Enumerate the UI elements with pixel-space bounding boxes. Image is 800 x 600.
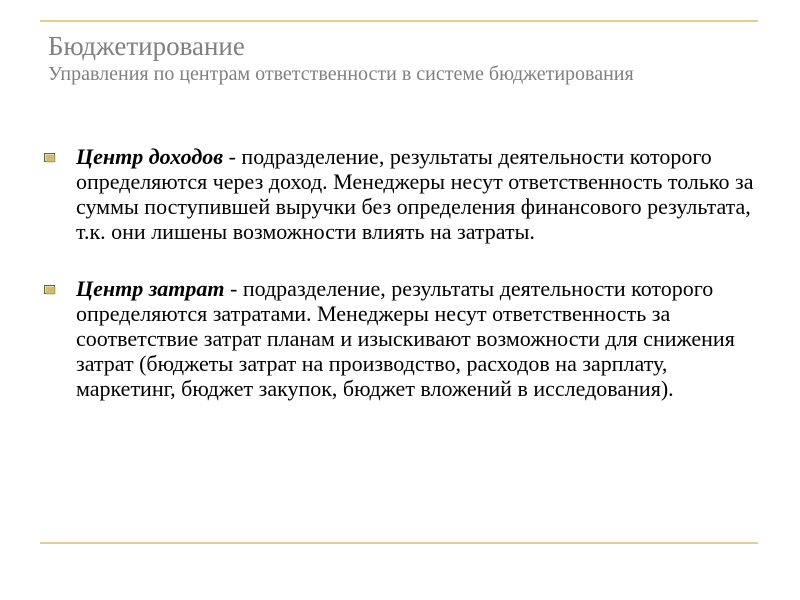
square-bullet-icon	[44, 285, 56, 295]
bullet-term: Центр затрат	[76, 276, 225, 301]
bullet-term: Центр доходов	[76, 144, 224, 169]
title-block	[48, 30, 748, 86]
slide-subtitle: Управления по центрам ответственности в системе бюджетирования	[48, 63, 634, 85]
bullet-text: - подразделение, результаты деятельности которого определяются через доход. Менеджеры несут ответственность только за суммы поступившей выручки без определения финансового результата, т.к. они лишены возможности влиять на затраты.	[76, 144, 754, 244]
top-divider	[40, 20, 758, 22]
bottom-divider	[40, 542, 758, 544]
slide-title: Бюджетирование	[48, 31, 245, 61]
bullet-text: - подразделение, результаты деятельности которого определяются затратами. Менеджеры несут ответственность за соответствие затрат планам и изыскивают возможности для снижения затрат (бюджеты затрат на производство, расходов на зарплату, маркетинг, бюджет закупок, бюджет вложений в исследования).	[76, 276, 735, 401]
bullet-list	[44, 144, 758, 401]
square-bullet-icon	[44, 153, 56, 163]
bullet-item-revenue-center	[44, 144, 758, 244]
bullet-item-cost-center	[44, 276, 758, 401]
